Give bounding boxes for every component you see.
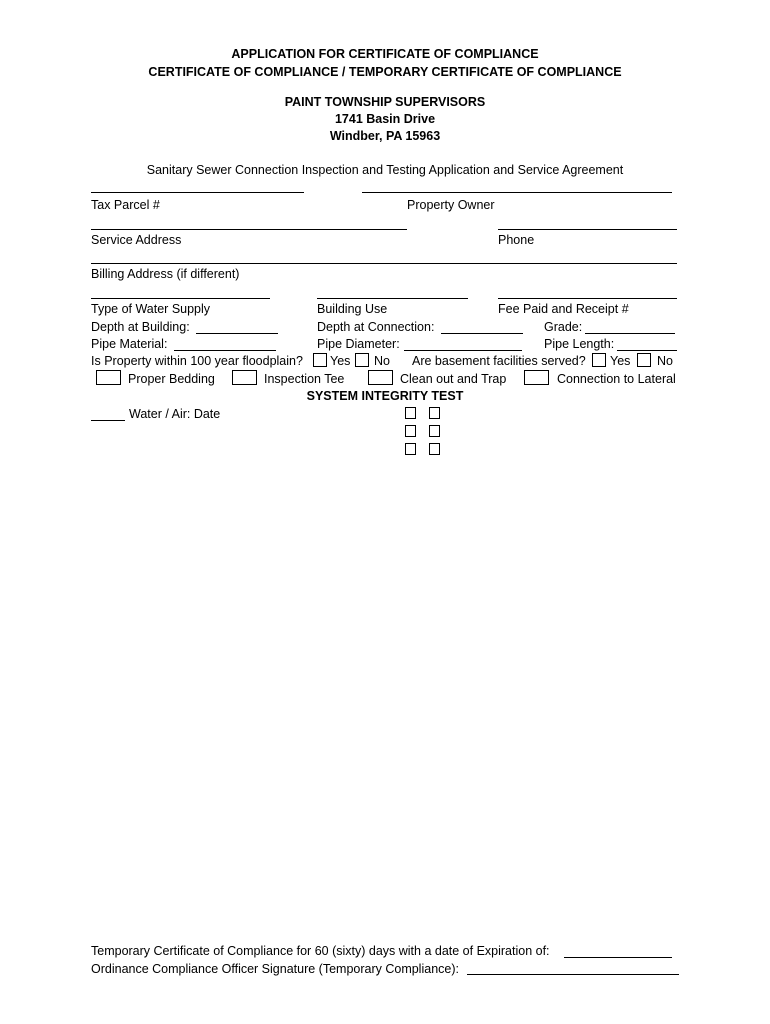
pipe-diameter-field[interactable] <box>404 350 522 351</box>
pipe-length-field[interactable] <box>617 350 677 351</box>
expiration-date-field[interactable] <box>564 957 672 958</box>
service-address-field[interactable] <box>91 229 407 230</box>
water-air-field[interactable] <box>91 420 125 421</box>
floodplain-yes-checkbox[interactable] <box>313 353 327 367</box>
floodplain-yes-label: Yes <box>330 354 351 368</box>
pipe-diameter-label: Pipe Diameter: <box>317 337 400 351</box>
property-owner-field[interactable] <box>362 192 672 193</box>
organization-address-line2: Windber, PA 15963 <box>329 129 441 143</box>
phone-label: Phone <box>498 233 535 247</box>
depth-connection-field[interactable] <box>441 333 523 334</box>
integrity-test-checkbox[interactable] <box>405 407 416 419</box>
temporary-certificate-label: Temporary Certificate of Compliance for 60 (sixty) days with a date of Expiration of: <box>91 944 550 958</box>
depth-building-label: Depth at Building: <box>91 320 190 334</box>
grade-field[interactable] <box>585 333 675 334</box>
service-address-label: Service Address <box>91 233 182 247</box>
water-supply-field[interactable] <box>91 298 270 299</box>
grade-label: Grade: <box>544 320 583 334</box>
basement-no-checkbox[interactable] <box>637 353 651 367</box>
phone-field[interactable] <box>498 229 677 230</box>
integrity-test-checkbox[interactable] <box>405 443 416 455</box>
integrity-test-checkbox[interactable] <box>429 443 440 455</box>
depth-connection-label: Depth at Connection: <box>317 320 435 334</box>
depth-building-field[interactable] <box>196 333 278 334</box>
officer-signature-field[interactable] <box>467 974 679 975</box>
proper-bedding-checkbox[interactable] <box>96 370 121 385</box>
inspection-tee-checkbox[interactable] <box>232 370 257 385</box>
floodplain-no-label: No <box>374 354 390 368</box>
floodplain-no-checkbox[interactable] <box>355 353 369 367</box>
water-air-label: Water / Air: Date <box>129 407 221 421</box>
organization-address-line1: 1741 Basin Drive <box>334 112 436 126</box>
tax-parcel-field[interactable] <box>91 192 304 193</box>
billing-address-field[interactable] <box>91 263 677 264</box>
basement-yes-checkbox[interactable] <box>592 353 606 367</box>
integrity-test-checkbox[interactable] <box>429 425 440 437</box>
basement-yes-label: Yes <box>610 354 631 368</box>
form-title: APPLICATION FOR CERTIFICATE OF COMPLIANCE <box>231 47 539 61</box>
form-subtitle-certificates: CERTIFICATE OF COMPLIANCE / TEMPORARY CERTIFICATE OF COMPLIANCE <box>148 65 622 79</box>
pipe-material-label: Pipe Material: <box>91 337 168 351</box>
connection-lateral-checkbox[interactable] <box>524 370 549 385</box>
building-use-field[interactable] <box>317 298 468 299</box>
pipe-length-label: Pipe Length: <box>544 337 615 351</box>
basement-question: Are basement facilities served? <box>412 354 586 368</box>
clean-out-checkbox[interactable] <box>368 370 393 385</box>
integrity-test-checkbox[interactable] <box>405 425 416 437</box>
integrity-test-checkbox[interactable] <box>429 407 440 419</box>
pipe-material-field[interactable] <box>174 350 276 351</box>
floodplain-question: Is Property within 100 year floodplain? <box>91 354 303 368</box>
building-use-label: Building Use <box>317 302 388 316</box>
organization-name: PAINT TOWNSHIP SUPERVISORS <box>284 95 486 109</box>
water-supply-label: Type of Water Supply <box>91 302 211 316</box>
officer-signature-label: Ordinance Compliance Officer Signature (Temporary Compliance): <box>91 962 459 976</box>
system-integrity-title: SYSTEM INTEGRITY TEST <box>306 389 464 403</box>
connection-lateral-label: Connection to Lateral <box>557 372 676 386</box>
basement-no-label: No <box>657 354 673 368</box>
fee-paid-label: Fee Paid and Receipt # <box>498 302 629 316</box>
clean-out-label: Clean out and Trap <box>400 372 507 386</box>
inspection-tee-label: Inspection Tee <box>264 372 345 386</box>
billing-address-label: Billing Address (if different) <box>91 267 240 281</box>
proper-bedding-label: Proper Bedding <box>128 372 215 386</box>
form-description: Sanitary Sewer Connection Inspection and Testing Application and Service Agreement <box>146 163 624 177</box>
tax-parcel-label: Tax Parcel # <box>91 198 160 212</box>
fee-paid-field[interactable] <box>498 298 677 299</box>
property-owner-label: Property Owner <box>407 198 495 212</box>
